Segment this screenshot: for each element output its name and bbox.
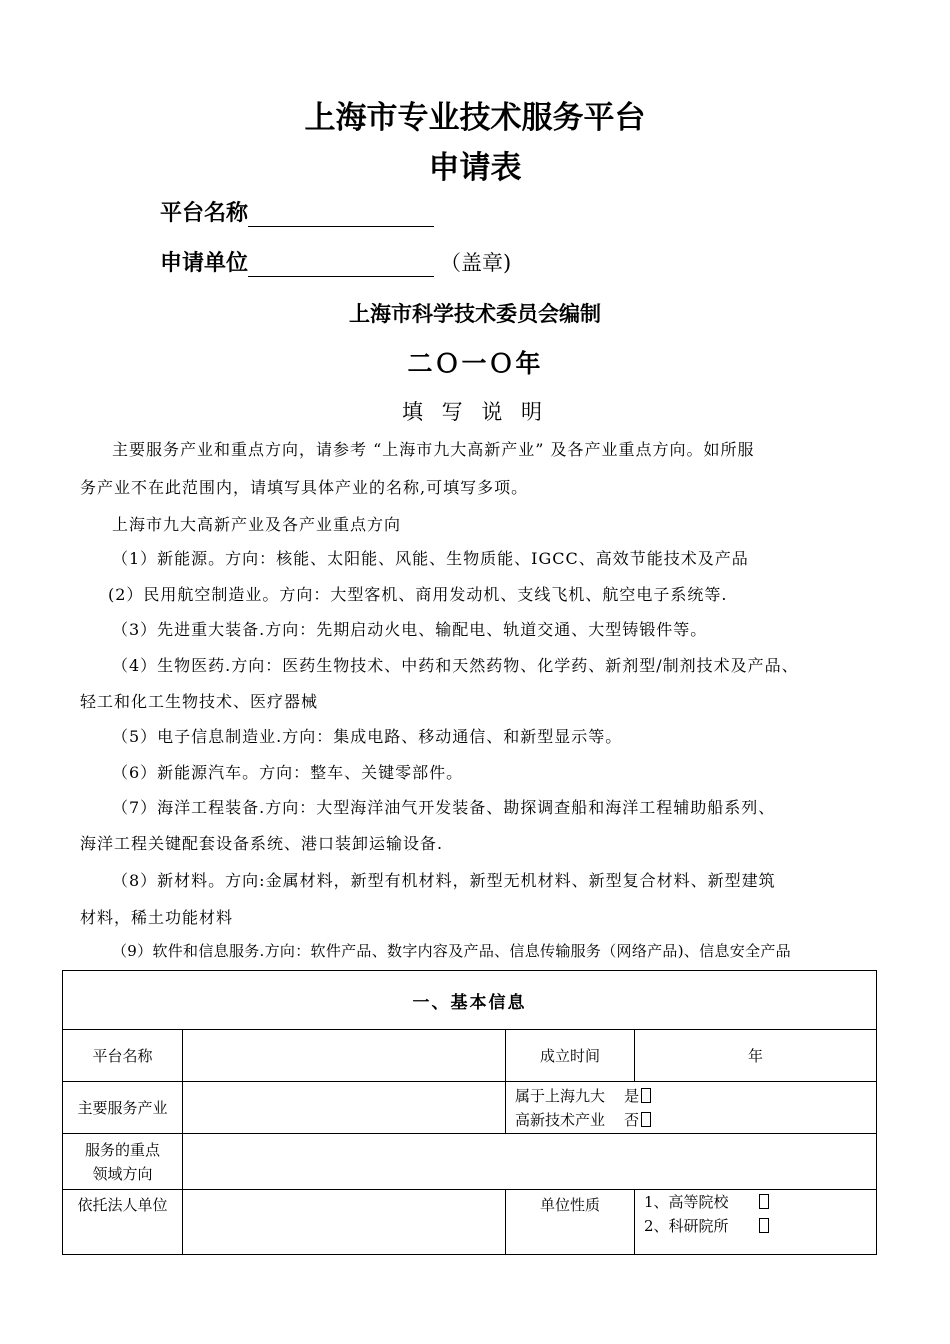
year-unit: 年 xyxy=(747,1047,763,1065)
instructions-heading: 填 写 说 明 xyxy=(401,400,549,424)
list-item-8-line-2: 材料，稀土功能材料 xyxy=(80,908,234,927)
main-industry-input[interactable] xyxy=(183,1082,506,1134)
legal-unit-input[interactable] xyxy=(183,1190,506,1255)
unit-nature-label: 单位性质 xyxy=(506,1190,635,1255)
option-institute-label: 2、科研院所 xyxy=(644,1217,729,1235)
unit-nature-option-2 xyxy=(644,1214,870,1238)
option-university-label: 1、高等院校 xyxy=(644,1193,729,1211)
focus-field-input[interactable] xyxy=(183,1134,877,1190)
main-industry-label: 主要服务产业 xyxy=(63,1082,183,1134)
established-time-label: 成立时间 xyxy=(506,1030,635,1082)
no-label: 否 xyxy=(624,1110,640,1129)
no-checkbox[interactable] xyxy=(641,1112,651,1127)
list-item-7-line-1: （7）海洋工程装备.方向：大型海洋油气开发装备、勘探调查船和海洋工程辅助船系列、 xyxy=(112,798,776,817)
list-item-1: （1）新能源。方向：核能、太阳能、风能、生物质能、IGCC、高效节能技术及产品 xyxy=(112,549,749,568)
applicant-field xyxy=(160,246,511,277)
platform-name-field xyxy=(160,196,434,227)
yes-checkbox[interactable] xyxy=(641,1088,651,1103)
list-item-4-line-2: 轻工和化工生物技术、医疗器械 xyxy=(80,692,319,711)
applicant-blank xyxy=(248,252,434,277)
nine-industries-question-2: 高新技术产业 xyxy=(515,1110,606,1129)
nine-industries-row-2 xyxy=(515,1108,870,1132)
option-university-checkbox[interactable] xyxy=(759,1194,769,1209)
seal-note: （盖章) xyxy=(440,251,512,275)
nine-industries-row-1 xyxy=(515,1084,870,1108)
list-title: 上海市九大高新产业及各产业重点方向 xyxy=(112,515,402,534)
yes-label: 是 xyxy=(624,1086,640,1105)
focus-field-label xyxy=(63,1134,183,1190)
focus-field-label-line-2: 领域方向 xyxy=(92,1164,153,1183)
platform-name-cell-label: 平台名称 xyxy=(63,1030,183,1082)
legal-unit-label: 依托法人单位 xyxy=(63,1190,183,1255)
list-item-5: （5）电子信息制造业.方向：集成电路、移动通信、和新型显示等。 xyxy=(112,727,623,746)
document-title: 上海市专业技术服务平台 xyxy=(304,100,646,136)
list-item-7-line-2: 海洋工程关键配套设备系统、港口装卸运输设备. xyxy=(80,834,444,853)
year-line: 二Ｏ一Ｏ年 xyxy=(407,349,543,378)
list-item-3: （3）先进重大装备.方向：先期启动火电、输配电、轨道交通、大型铸锻件等。 xyxy=(112,620,708,639)
intro-line-1: 主要服务产业和重点方向，请参考 “上海市九大高新产业” 及各产业重点方向。如所服 xyxy=(112,440,755,459)
intro-line-2: 务产业不在此范围内，请填写具体产业的名称,可填写多项。 xyxy=(80,478,529,497)
list-item-4-line-1: （4）生物医药.方向：医药生物技术、中药和天然药物、化学药、新剂型/制剂技术及产品、 xyxy=(112,656,799,675)
unit-nature-options xyxy=(635,1190,877,1255)
established-time-input[interactable] xyxy=(635,1030,877,1082)
option-institute-checkbox[interactable] xyxy=(759,1218,769,1233)
platform-name-input[interactable] xyxy=(183,1030,506,1082)
focus-field-label-line-1: 服务的重点 xyxy=(84,1140,160,1159)
editor-line: 上海市科学技术委员会编制 xyxy=(349,302,601,326)
unit-nature-option-1 xyxy=(644,1190,870,1214)
platform-name-label: 平台名称 xyxy=(160,201,249,226)
list-item-6: （6）新能源汽车。方向：整车、关键零部件。 xyxy=(112,763,464,782)
platform-name-blank xyxy=(248,202,434,227)
list-item-9: （9）软件和信息服务.方向：软件产品、数字内容及产品、信息传输服务（网络产品)、信息安全产品 xyxy=(112,942,791,960)
nine-industries-question-1: 属于上海九大 xyxy=(515,1086,606,1105)
applicant-label: 申请单位 xyxy=(160,251,249,276)
basic-info-table xyxy=(62,970,877,1255)
list-item-8-line-1: （8）新材料。方向:金属材料，新型有机材料，新型无机材料、新型复合材料、新型建筑 xyxy=(112,871,776,890)
section-title: 一、基本信息 xyxy=(63,971,877,1030)
document-subtitle: 申请表 xyxy=(428,150,522,186)
list-item-2: (2）民用航空制造业。方向：大型客机、商用发动机、支线飞机、航空电子系统等. xyxy=(108,585,728,604)
nine-industries-cell xyxy=(506,1082,877,1134)
